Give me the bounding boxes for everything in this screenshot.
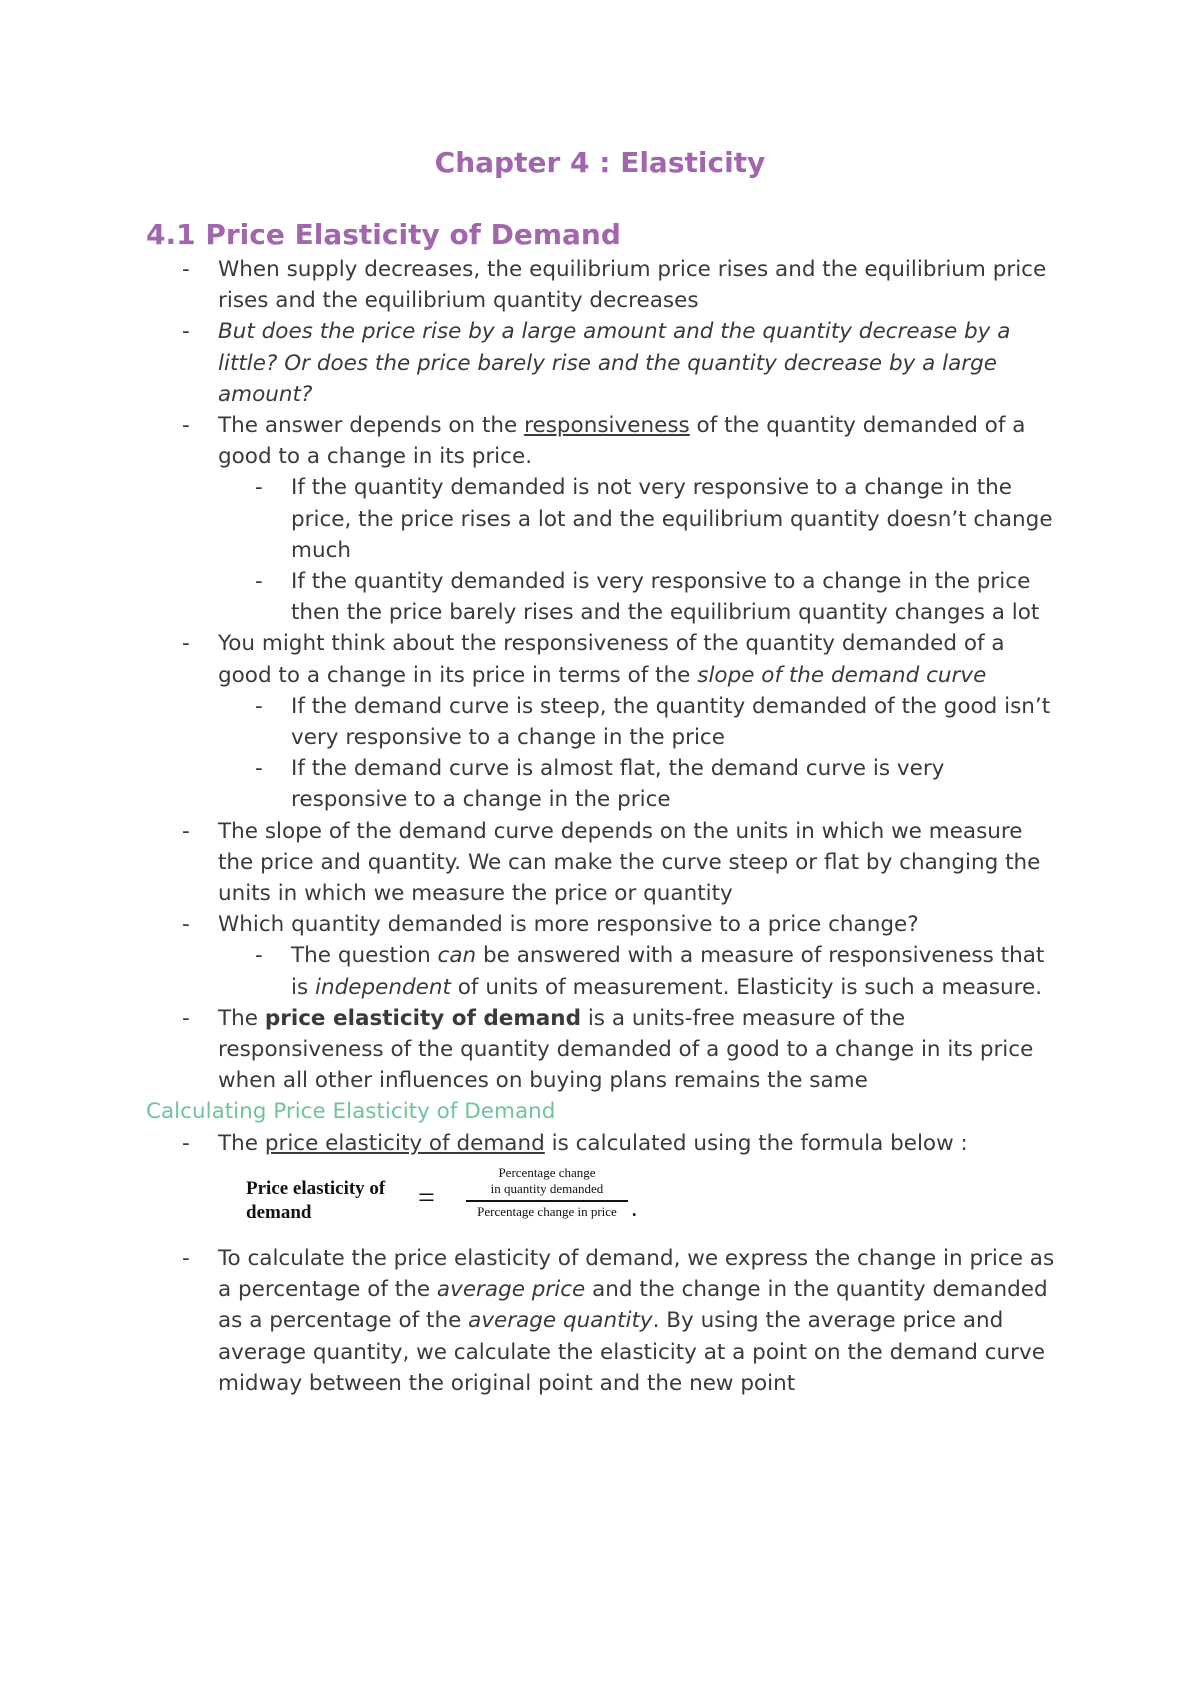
- formula-denominator: Percentage change in price: [477, 1203, 617, 1219]
- bullet-dash: -: [255, 943, 263, 969]
- sub-bullet-3-2: - If the quantity demanded is very responsive to a change in the price then the price barely rises and the equilibrium quantity changes a lot: [0, 566, 1063, 628]
- bullet-dash: -: [182, 1005, 190, 1031]
- bullet-dash: -: [182, 818, 190, 844]
- formula-numerator: Percentage change in quantity demanded: [490, 1164, 604, 1196]
- subsection-heading: Calculating Price Elasticity of Demand: [146, 1099, 556, 1125]
- bullet-dash: -: [182, 319, 190, 345]
- bullet-dash: -: [255, 693, 263, 719]
- bullet-dash: -: [182, 1130, 190, 1156]
- bullet-7: - The price elasticity of demand is a units-free measure of the responsiveness of the quantity demanded of a good to a change in its price when all other influences on buying plans remains the same: [0, 1003, 1063, 1097]
- sub-bullet-4-1: - If the demand curve is steep, the quantity demanded of the good isn’t very responsive to a change in the price: [0, 691, 1063, 753]
- underlined-term: responsiveness: [524, 413, 690, 439]
- formula-equals: =: [418, 1180, 435, 1214]
- bullet-dash: -: [255, 475, 263, 501]
- underlined-term: price elasticity of demand: [264, 1130, 545, 1156]
- bullet-dash: -: [182, 257, 190, 282]
- bullet-2: - But does the price rise by a large amount and the quantity decrease by a little? Or does the price barely rise and the quantity decrease by a large amount?: [0, 316, 1063, 410]
- bullet-dash: -: [182, 631, 190, 657]
- content-body: [0, 254, 1200, 1399]
- elasticity-formula: [246, 1159, 1200, 1243]
- bullet-dash: -: [182, 912, 190, 938]
- calc-bullet-2: - To calculate the price elasticity of demand, we express the change in price as a percentage of the average price and the change in the quantity demanded as a percentage of the average quantity. By using the average price and average quantity, we calculate the elasticity at a point on the demand curve midway between the original point and the new point: [0, 1243, 1063, 1399]
- bullet-dash: -: [182, 1245, 190, 1271]
- bullet-dash: -: [182, 413, 190, 439]
- bullet-6: - Which quantity demanded is more responsive to a price change?: [0, 909, 1063, 940]
- bullet-3: - The answer depends on the responsiveness of the quantity demanded of a good to a change in its price.: [0, 410, 1063, 472]
- sub-bullet-3-1: - If the quantity demanded is not very responsive to a change in the price, the price rises a lot and the equilibrium quantity doesn’t change much: [0, 472, 1063, 566]
- sub-bullet-4-2: - If the demand curve is almost flat, the demand curve is very responsive to a change in the price: [0, 753, 1063, 815]
- calc-bullet-1: - The price elasticity of demand is calculated using the formula below :: [0, 1128, 1063, 1159]
- formula-period: .: [632, 1199, 637, 1220]
- formula-lhs: Price elasticity of demand: [246, 1177, 386, 1223]
- bold-term: price elasticity of demand: [264, 1005, 581, 1031]
- chapter-title: Chapter 4 : Elasticity: [434, 146, 766, 179]
- formula-fraction: [466, 1165, 628, 1222]
- sub-bullet-6-1: - The question can be answered with a measure of responsiveness that is independent of units of measurement. Elasticity is such a measure.: [0, 940, 1063, 1002]
- section-heading: 4.1 Price Elasticity of Demand: [146, 218, 621, 251]
- bullet-4: - You might think about the responsiveness of the quantity demanded of a good to a change in its price in terms of the slope of the demand curve: [0, 628, 1063, 690]
- bullet-dash: -: [255, 569, 263, 595]
- bullet-1: - When supply decreases, the equilibrium price rises and the equilibrium price rises and the equilibrium quantity decreases: [0, 254, 1063, 316]
- bullet-dash: -: [255, 756, 263, 782]
- bullet-5: - The slope of the demand curve depends on the units in which we measure the price and quantity. We can make the curve steep or flat by changing the units in which we measure the price or quantity: [0, 816, 1063, 910]
- italic-term: slope of the demand curve: [697, 662, 987, 688]
